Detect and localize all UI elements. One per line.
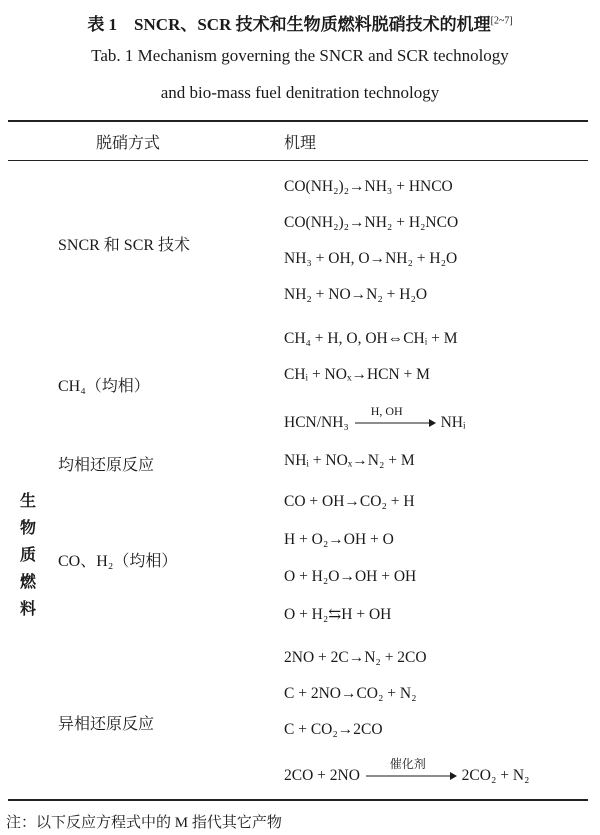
equation-5: CH₄ + H, O, OH⇔CHᵢ + M (284, 330, 458, 347)
equation-11: O + H₂O→OH + OH (284, 568, 417, 585)
equation-7 (284, 404, 466, 432)
equation-16 (284, 757, 530, 785)
table-title-en-line2: and bio-mass fuel denitration technology (160, 83, 440, 102)
equation-3: NH₃ + OH, O→NH₂ + H₂O (284, 250, 458, 267)
group-label-biomass (16, 488, 40, 623)
table-title-en-line1: Tab. 1 Mechanism governing the SNCR and SCR technology (91, 46, 509, 65)
group-char-5: 料 (19, 601, 36, 618)
equation-2: CO(NH₂)₂→NH₂ + H₂NCO (284, 214, 459, 231)
group-char-1: 生 (19, 493, 36, 510)
method-co-h2: CO、H₂（均相） (58, 553, 178, 570)
group-char-4: 燃 (19, 574, 36, 591)
arrow-with-catalyst (364, 757, 458, 783)
equation-13: 2NO + 2C→N₂ + 2CO (284, 649, 427, 666)
arrow-label-catalyst: 催化剂 (389, 757, 426, 772)
equation-6: CHᵢ + NOₓ→HCN + M (284, 366, 430, 383)
equation-9: CO + OH→CO₂ + H (284, 493, 415, 510)
title-cn-text: 表 1 SNCR、SCR 技术和生物质燃料脱硝技术的机理 (87, 15, 491, 34)
header-method: 脱硝方式 (96, 135, 161, 152)
method-sncr-scr: SNCR 和 SCR 技术 (58, 237, 191, 254)
equation-8: NHᵢ + NOₓ→N₂ + M (284, 452, 415, 469)
group-char-3: 质 (19, 547, 36, 564)
equation-14: C + 2NO→CO₂ + N₂ (284, 685, 417, 702)
method-ch4: CH₄（均相） (58, 378, 150, 395)
equation-7-left: HCN/NH₃ (284, 414, 349, 431)
equation-1: CO(NH₂)₂→NH₃ + HNCO (284, 178, 453, 195)
equation-4: NH₂ + NO→N₂ + H₂O (284, 286, 428, 303)
group-char-2: 物 (19, 520, 36, 537)
arrow-label-h-oh: H, OH (370, 404, 403, 419)
equation-10: H + O₂→OH + O (284, 531, 394, 548)
equation-16-left: 2CO + 2NO (284, 767, 360, 784)
equation-12: O + H₂⇆H + OH (284, 606, 392, 623)
equation-16-right: 2CO₂ + N₂ (461, 767, 530, 784)
arrow-with-label (353, 404, 437, 430)
header-mechanism: 机理 (284, 135, 317, 152)
table-title-cn (0, 10, 600, 35)
header-divider (8, 160, 588, 161)
table-footnote: 注：以下反应方程式中的 M 指代其它产物 (6, 815, 282, 831)
method-heterogeneous: 异相还原反应 (58, 716, 155, 733)
equation-7-right: NHᵢ (440, 414, 466, 431)
method-homogeneous: 均相还原反应 (58, 457, 155, 474)
equation-15: C + CO₂→2CO (284, 721, 383, 738)
title-citation: [2~7] (490, 15, 513, 27)
